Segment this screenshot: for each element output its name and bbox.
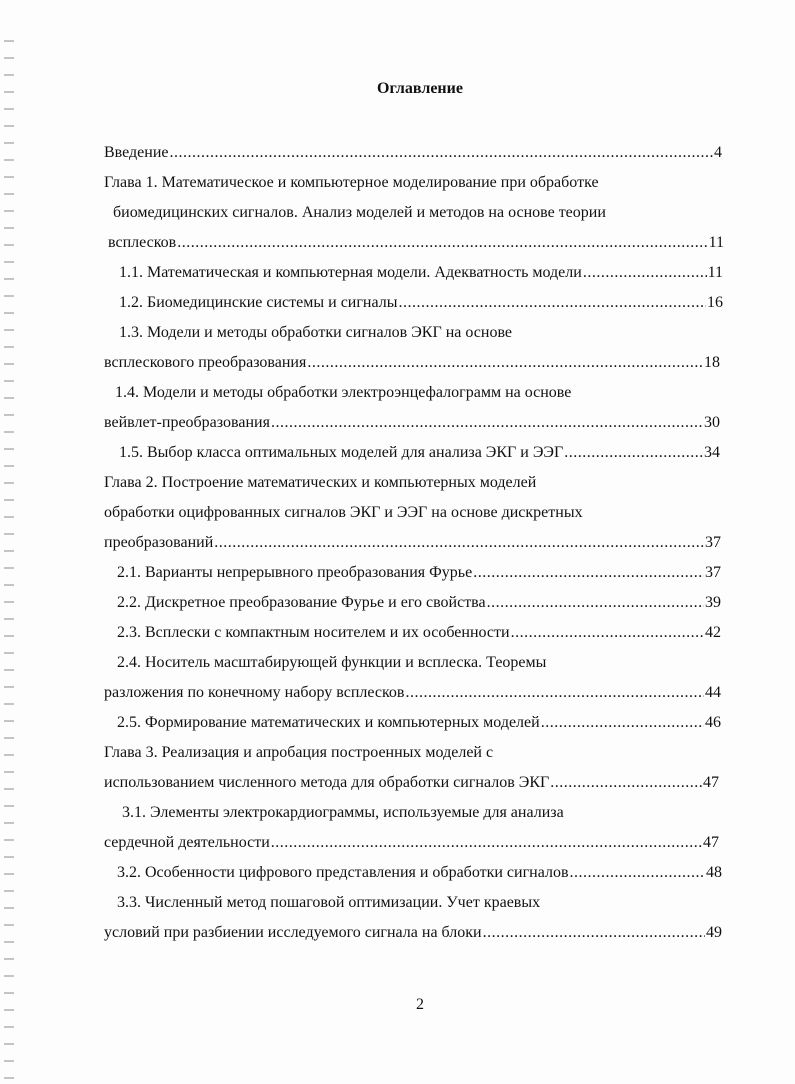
toc-leader-dots: [570, 863, 706, 883]
toc-page-number: 44: [705, 684, 721, 701]
scan-edge-marks: [4, 40, 14, 1080]
toc-entry-1-4: [104, 413, 720, 433]
toc-page-number: 49: [706, 924, 722, 941]
toc-entry-2-5: [117, 713, 721, 733]
toc-page-number: 47: [703, 774, 719, 791]
toc-page-number: 18: [704, 354, 720, 371]
toc-leader-dots: [307, 353, 703, 373]
toc-entry-3-3: [104, 923, 722, 943]
toc-leader-dots: [177, 233, 707, 253]
toc-section-3-1-line-1: 3.1. Элементы электрокардиограммы, используемые для анализа: [122, 804, 564, 821]
toc-section-3-3-line-1: 3.3. Численный метод пошаговой оптимизации. Учет краевых: [117, 894, 541, 911]
toc-page-number: 47: [703, 834, 719, 851]
toc-entry-chapter-1: [108, 233, 724, 253]
toc-leader-dots: [214, 533, 704, 553]
toc-page-number: 30: [704, 414, 720, 431]
toc-page-number: 39: [705, 594, 721, 611]
toc-entry-1-2: [119, 293, 723, 313]
toc-entry-label: использованием численного метода для обработки сигналов ЭКГ: [104, 774, 550, 791]
toc-leader-dots: [405, 683, 704, 703]
toc-section-2-4-line-1: 2.4. Носитель масштабирующей функции и всплеска. Теоремы: [117, 654, 547, 671]
toc-entry-chapter-2: [104, 533, 721, 553]
toc-leader-dots: [398, 293, 706, 313]
toc-leader-dots: [473, 563, 704, 583]
toc-leader-dots: [550, 773, 702, 793]
toc-entry-label: условий при разбиении исследуемого сигнала на блоки: [104, 924, 482, 941]
toc-page-number: 34: [704, 444, 720, 461]
page-number: 2: [416, 996, 424, 1013]
toc-entry-3-2: [117, 863, 722, 883]
toc-entry-intro: [104, 143, 722, 163]
toc-page-number: 48: [706, 864, 722, 881]
toc-chapter-1-line-2: биомедицинских сигналов. Анализ моделей и методов на основе теории: [113, 204, 606, 221]
toc-entry-label: 2.1. Варианты непрерывного преобразования Фурье: [117, 564, 473, 581]
toc-entry-label: разложения по конечному набору всплесков: [104, 684, 405, 701]
toc-entry-label: 1.5. Выбор класса оптимальных моделей для анализа ЭКГ и ЭЭГ: [119, 444, 564, 461]
toc-section-1-3-line-1: 1.3. Модели и методы обработки сигналов ЭКГ на основе: [119, 324, 512, 341]
toc-chapter-3-line-1: Глава 3. Реализация и апробация построенных моделей с: [104, 744, 494, 761]
toc-entry-2-1: [117, 563, 721, 583]
toc-entry-label: всплескового преобразования: [104, 354, 307, 371]
toc-entry-1-3: [104, 353, 720, 373]
toc-leader-dots: [271, 833, 702, 853]
toc-leader-dots: [271, 413, 703, 433]
toc-entry-chapter-3: [104, 773, 719, 793]
toc-leader-dots: [541, 713, 704, 733]
toc-page-number: 16: [707, 294, 723, 311]
toc-entry-label: Введение: [104, 144, 169, 161]
toc-entry-1-1: [119, 263, 723, 283]
toc-entry-label: 1.1. Математическая и компьютерная модели. Адекватность модели: [119, 264, 582, 281]
page-title: Оглавление: [377, 80, 463, 97]
toc-chapter-2-line-2: обработки оцифрованных сигналов ЭКГ и ЭЭГ на основе дискретных: [104, 504, 583, 521]
toc-entry-label: вейвлет-преобразования: [104, 414, 270, 431]
toc-page-number: 11: [708, 234, 724, 251]
toc-entry-label: 2.2. Дискретное преобразование Фурье и его свойства: [117, 594, 486, 611]
toc-entry-label: всплесков: [108, 234, 177, 251]
toc-page-number: 46: [705, 714, 721, 731]
toc-page-number: 42: [705, 624, 721, 641]
toc-entry-label: 2.3. Всплески с компактным носителем и их особенности: [117, 624, 510, 641]
toc-leader-dots: [487, 593, 704, 613]
toc-leader-dots: [564, 443, 703, 463]
toc-chapter-2-line-1: Глава 2. Построение математических и компьютерных моделей: [104, 474, 537, 491]
toc-leader-dots: [583, 263, 707, 283]
toc-leader-dots: [511, 623, 704, 643]
toc-entry-label: 1.2. Биомедицинские системы и сигналы: [119, 294, 398, 311]
toc-entry-2-3: [117, 623, 721, 643]
toc-leader-dots: [170, 143, 714, 163]
toc-entry-3-1: [104, 833, 719, 853]
toc-entry-label: 2.5. Формирование математических и компьютерных моделей: [117, 714, 540, 731]
toc-section-1-4-line-1: 1.4. Модели и методы обработки электроэнцефалограмм на основе: [115, 384, 572, 401]
toc-entry-2-2: [117, 593, 721, 613]
toc-page-number: 4: [714, 144, 722, 161]
toc-chapter-1-line-1: Глава 1. Математическое и компьютерное моделирование при обработке: [104, 174, 599, 191]
toc-page-number: 37: [705, 564, 721, 581]
toc-entry-label: 3.2. Особенности цифрового представления и обработки сигналов: [117, 864, 569, 881]
toc-entry-label: преобразований: [104, 534, 214, 551]
toc-entry-2-4: [104, 683, 721, 703]
toc-page-number: 37: [705, 534, 721, 551]
toc-page-number: 11: [707, 264, 723, 281]
toc-entry-label: сердечной деятельности: [104, 834, 270, 851]
toc-entry-1-5: [119, 443, 720, 463]
toc-leader-dots: [483, 923, 705, 943]
